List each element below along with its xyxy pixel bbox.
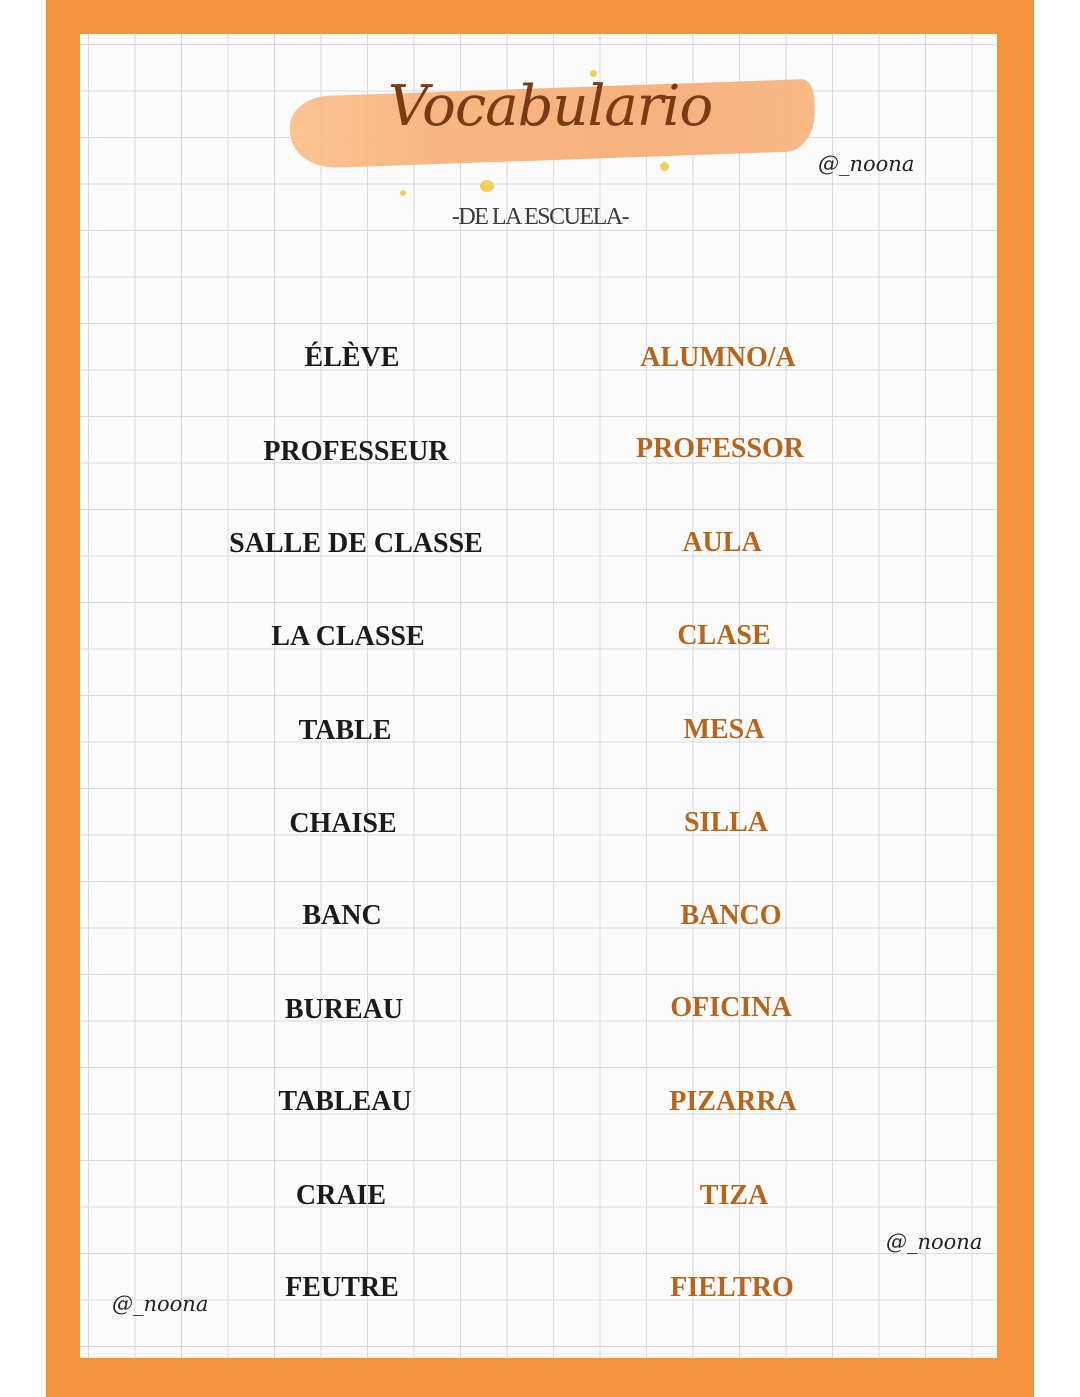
spanish-term: MESA — [683, 714, 765, 745]
author-handle-top: @_noona — [818, 152, 915, 176]
french-term: ÉLÈVE — [304, 342, 400, 373]
author-handle-bottom-left: @_noona — [112, 1292, 209, 1316]
spanish-term: CLASE — [677, 620, 771, 651]
spanish-term: ALUMNO/A — [640, 342, 796, 373]
french-term: FEUTRE — [285, 1272, 399, 1303]
spanish-term: AULA — [682, 527, 762, 558]
french-term: TABLEAU — [278, 1086, 412, 1117]
french-term: CHAISE — [289, 808, 397, 839]
spanish-term: OFICINA — [670, 992, 792, 1023]
french-term: BANC — [302, 900, 382, 931]
spanish-term: PROFESSOR — [635, 433, 805, 464]
author-handle-bottom-right: @_noona — [886, 1230, 983, 1254]
french-term: BUREAU — [284, 994, 404, 1025]
spanish-term: SILLA — [683, 807, 769, 838]
spanish-term: PIZARRA — [669, 1086, 797, 1117]
french-term: PROFESSEUR — [263, 436, 449, 467]
title-banner — [290, 70, 820, 190]
french-term: CRAIE — [295, 1180, 387, 1211]
grid-paper-sheet — [80, 34, 997, 1358]
paint-splatter — [660, 162, 669, 171]
spanish-term: TIZA — [699, 1180, 769, 1211]
french-term: SALLE DE CLASSE — [229, 528, 483, 559]
french-term: TABLE — [298, 715, 392, 746]
page-subtitle: -DE LA ESCUELA- — [451, 204, 629, 230]
page-title: Vocabulario — [387, 74, 713, 139]
french-term: LA CLASSE — [271, 621, 425, 652]
spanish-term: BANCO — [680, 900, 782, 931]
paint-splatter — [480, 180, 494, 192]
spanish-term: FIELTRO — [670, 1272, 794, 1303]
paint-splatter — [400, 190, 406, 196]
